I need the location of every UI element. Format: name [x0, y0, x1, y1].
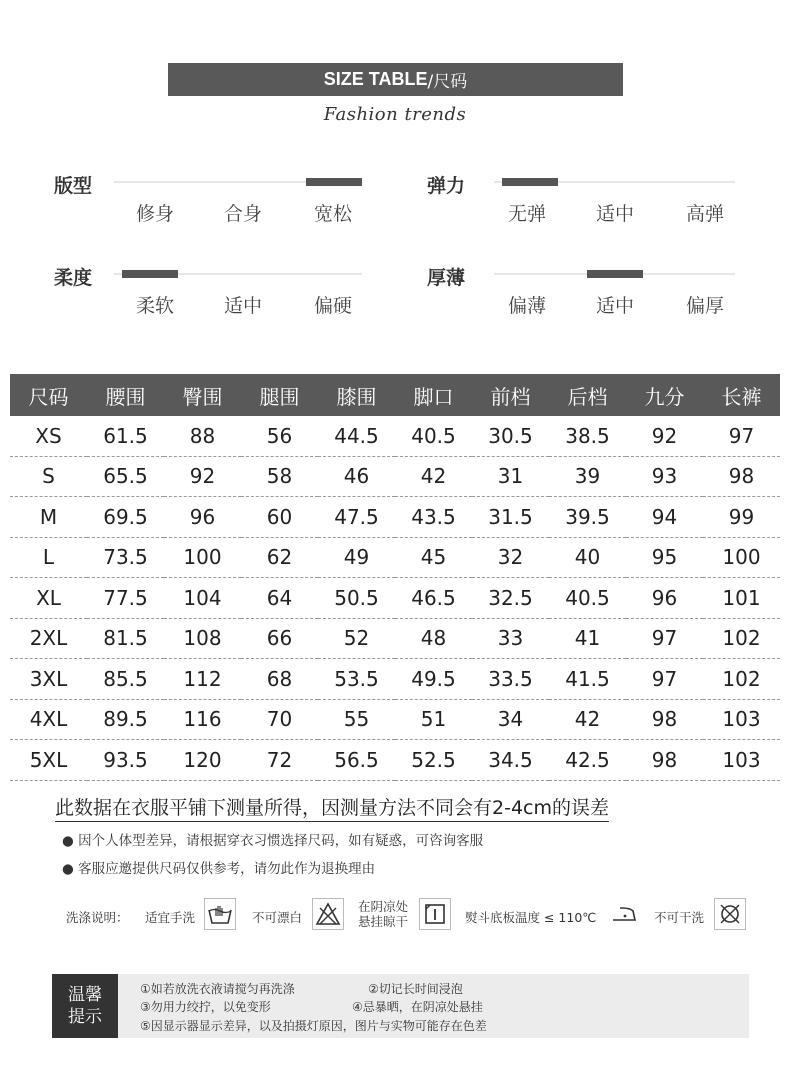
attribute-option: 柔软: [135, 295, 174, 317]
shade-dry-icon: [419, 898, 451, 930]
table-cell: 30.5: [472, 416, 549, 456]
table-cell: 93.5: [87, 740, 164, 781]
table-cell: 3XL: [10, 659, 87, 700]
attribute-option: 偏硬: [313, 295, 352, 317]
table-row: [10, 416, 780, 456]
table-cell: 53.5: [318, 659, 395, 700]
column-header: 九分: [626, 374, 703, 416]
tips-label: [52, 974, 118, 1038]
table-cell: 41: [549, 618, 626, 659]
table-cell: 40.5: [395, 416, 472, 456]
attribute-label: 版型: [54, 175, 93, 197]
table-cell: 97: [626, 618, 703, 659]
table-cell: 70: [241, 699, 318, 740]
table-cell: 44.5: [318, 416, 395, 456]
table-cell: 92: [164, 456, 241, 497]
table-cell: 33: [472, 618, 549, 659]
table-cell: 47.5: [318, 497, 395, 538]
bullet-item: ● 客服应邀提供尺码仅供参考，请勿此作为退换理由: [62, 861, 376, 877]
table-cell: 98: [703, 456, 780, 497]
table-cell: 92: [626, 416, 703, 456]
attribute-label: 弹力: [427, 175, 466, 197]
table-cell: 41.5: [549, 659, 626, 700]
attribute-marker: [502, 178, 558, 186]
table-cell: 52: [318, 618, 395, 659]
table-cell: 95: [626, 537, 703, 578]
attribute-option: 无弹: [507, 203, 546, 225]
hand-wash-label: 适宜手洗: [145, 910, 196, 925]
table-row: [10, 659, 780, 700]
column-header: 脚口: [395, 374, 472, 416]
banner-title-bold: SIZE TABLE: [323, 69, 428, 89]
table-cell: 93: [626, 456, 703, 497]
tip-item: ②切记长时间浸泡: [368, 982, 463, 996]
table-cell: 65.5: [87, 456, 164, 497]
no-dry-clean-label: 不可干洗: [654, 910, 705, 925]
table-cell: 77.5: [87, 578, 164, 619]
table-cell: 50.5: [318, 578, 395, 619]
tips-label-line-2: 提示: [68, 1007, 102, 1027]
table-cell: 73.5: [87, 537, 164, 578]
tip-item: ①如若放洗衣液请搅匀再洗涤: [140, 982, 295, 996]
no-bleach-label: 不可漂白: [252, 910, 303, 925]
table-cell: 101: [703, 578, 780, 619]
table-cell: 34: [472, 699, 549, 740]
table-cell: 116: [164, 699, 241, 740]
table-row: [10, 537, 780, 578]
table-cell: 100: [703, 537, 780, 578]
hand-wash-icon: [204, 898, 236, 930]
table-cell: 97: [626, 659, 703, 700]
attribute-marker: [122, 270, 178, 278]
tip-item: ⑤因显示器显示差异，以及拍摄灯原因，图片与实物可能存在色差: [140, 1019, 487, 1033]
table-cell: 98: [626, 699, 703, 740]
table-cell: L: [10, 537, 87, 578]
attribute-label: 厚薄: [427, 267, 466, 289]
column-header: 腰围: [87, 374, 164, 416]
table-cell: 4XL: [10, 699, 87, 740]
table-cell: 58: [241, 456, 318, 497]
table-cell: 97: [703, 416, 780, 456]
table-cell: 42: [395, 456, 472, 497]
table-cell: 34.5: [472, 740, 549, 781]
table-cell: 94: [626, 497, 703, 538]
table-cell: 98: [626, 740, 703, 781]
attribute-option: 适中: [595, 295, 634, 317]
table-cell: 88: [164, 416, 241, 456]
table-cell: 46.5: [395, 578, 472, 619]
shade-dry-label: [358, 899, 408, 929]
table-cell: 31.5: [472, 497, 549, 538]
column-header: 臀围: [164, 374, 241, 416]
size-table-body: [10, 416, 780, 780]
bullet-text: 客服应邀提供尺码仅供参考，请勿此作为退换理由: [78, 861, 376, 877]
table-cell: 49: [318, 537, 395, 578]
size-table-banner: [168, 63, 623, 96]
table-row: [10, 699, 780, 740]
table-row: [10, 740, 780, 781]
table-row: [10, 578, 780, 619]
attribute-marker: [306, 178, 362, 186]
table-cell: 42.5: [549, 740, 626, 781]
attribute-option: 合身: [223, 203, 262, 225]
table-cell: 99: [703, 497, 780, 538]
table-cell: 33.5: [472, 659, 549, 700]
table-cell: 55: [318, 699, 395, 740]
table-cell: 81.5: [87, 618, 164, 659]
care-instructions: [66, 898, 756, 934]
table-cell: M: [10, 497, 87, 538]
column-header: 尺码: [10, 374, 87, 416]
table-cell: 96: [164, 497, 241, 538]
table-cell: 103: [703, 740, 780, 781]
table-cell: 72: [241, 740, 318, 781]
banner-title-rest: /尺码: [427, 72, 468, 92]
table-cell: 49.5: [395, 659, 472, 700]
table-cell: 45: [395, 537, 472, 578]
attribute-option: 适中: [223, 295, 262, 317]
care-label: 洗涤说明：: [66, 910, 129, 925]
attribute-option: 适中: [595, 203, 634, 225]
attribute-label: 柔度: [54, 267, 93, 289]
table-cell: 102: [703, 618, 780, 659]
bullet-text: 因个人体型差异，请根据穿衣习惯选择尺码，如有疑惑，可咨询客服: [78, 833, 484, 849]
table-row: [10, 618, 780, 659]
table-cell: 104: [164, 578, 241, 619]
table-cell: 102: [703, 659, 780, 700]
column-header: 膝围: [318, 374, 395, 416]
attribute-marker: [587, 270, 643, 278]
measurement-note: 此数据在衣服平铺下测量所得，因测量方法不同会有2-4cm的误差: [55, 793, 609, 822]
table-cell: 40.5: [549, 578, 626, 619]
column-header: 腿围: [241, 374, 318, 416]
table-row: [10, 456, 780, 497]
table-cell: 39.5: [549, 497, 626, 538]
table-cell: 69.5: [87, 497, 164, 538]
table-cell: 66: [241, 618, 318, 659]
tip-item: ③勿用力绞拧，以免变形: [140, 1000, 271, 1014]
table-cell: 2XL: [10, 618, 87, 659]
table-cell: 38.5: [549, 416, 626, 456]
column-header: 后档: [549, 374, 626, 416]
size-table: [10, 374, 780, 781]
table-cell: 31: [472, 456, 549, 497]
table-cell: S: [10, 456, 87, 497]
table-cell: 51: [395, 699, 472, 740]
shade-dry-line-2: 悬挂晾干: [358, 914, 409, 929]
table-cell: 89.5: [87, 699, 164, 740]
column-header: 前档: [472, 374, 549, 416]
table-cell: 64: [241, 578, 318, 619]
table-cell: 32: [472, 537, 549, 578]
table-row: [10, 497, 780, 538]
table-cell: 112: [164, 659, 241, 700]
table-cell: 56.5: [318, 740, 395, 781]
table-cell: 108: [164, 618, 241, 659]
table-cell: 52.5: [395, 740, 472, 781]
size-table-header: [10, 374, 780, 416]
table-cell: 32.5: [472, 578, 549, 619]
no-bleach-icon: [312, 898, 344, 930]
table-cell: 40: [549, 537, 626, 578]
table-cell: 120: [164, 740, 241, 781]
table-cell: 60: [241, 497, 318, 538]
table-cell: XL: [10, 578, 87, 619]
table-cell: 46: [318, 456, 395, 497]
tips-label-line-1: 温馨: [68, 985, 102, 1005]
table-cell: 103: [703, 699, 780, 740]
table-cell: 96: [626, 578, 703, 619]
no-dry-clean-icon: [714, 898, 746, 930]
column-header: 长裤: [703, 374, 780, 416]
table-cell: 48: [395, 618, 472, 659]
bullet-item: ● 因个人体型差异，请根据穿衣习惯选择尺码，如有疑惑，可咨询客服: [62, 833, 484, 849]
tip-item: ④忌暴晒，在阴凉处悬挂: [352, 1000, 483, 1014]
iron-icon: [608, 898, 640, 930]
table-cell: 43.5: [395, 497, 472, 538]
table-cell: 61.5: [87, 416, 164, 456]
table-cell: 42: [549, 699, 626, 740]
table-cell: 100: [164, 537, 241, 578]
table-cell: 39: [549, 456, 626, 497]
attribute-option: 修身: [135, 203, 174, 225]
shade-dry-line-1: 在阴凉处: [358, 899, 409, 914]
iron-label: 熨斗底板温度 ≤ 110℃: [465, 910, 597, 925]
table-cell: 62: [241, 537, 318, 578]
table-cell: 85.5: [87, 659, 164, 700]
attribute-option: 偏厚: [685, 295, 724, 317]
attribute-option: 宽松: [313, 203, 352, 225]
table-cell: 68: [241, 659, 318, 700]
attribute-option: 偏薄: [507, 295, 546, 317]
table-cell: XS: [10, 416, 87, 456]
banner-script-text: Fashion trends: [323, 104, 467, 125]
attribute-option: 高弹: [685, 203, 724, 225]
table-cell: 56: [241, 416, 318, 456]
table-cell: 5XL: [10, 740, 87, 781]
